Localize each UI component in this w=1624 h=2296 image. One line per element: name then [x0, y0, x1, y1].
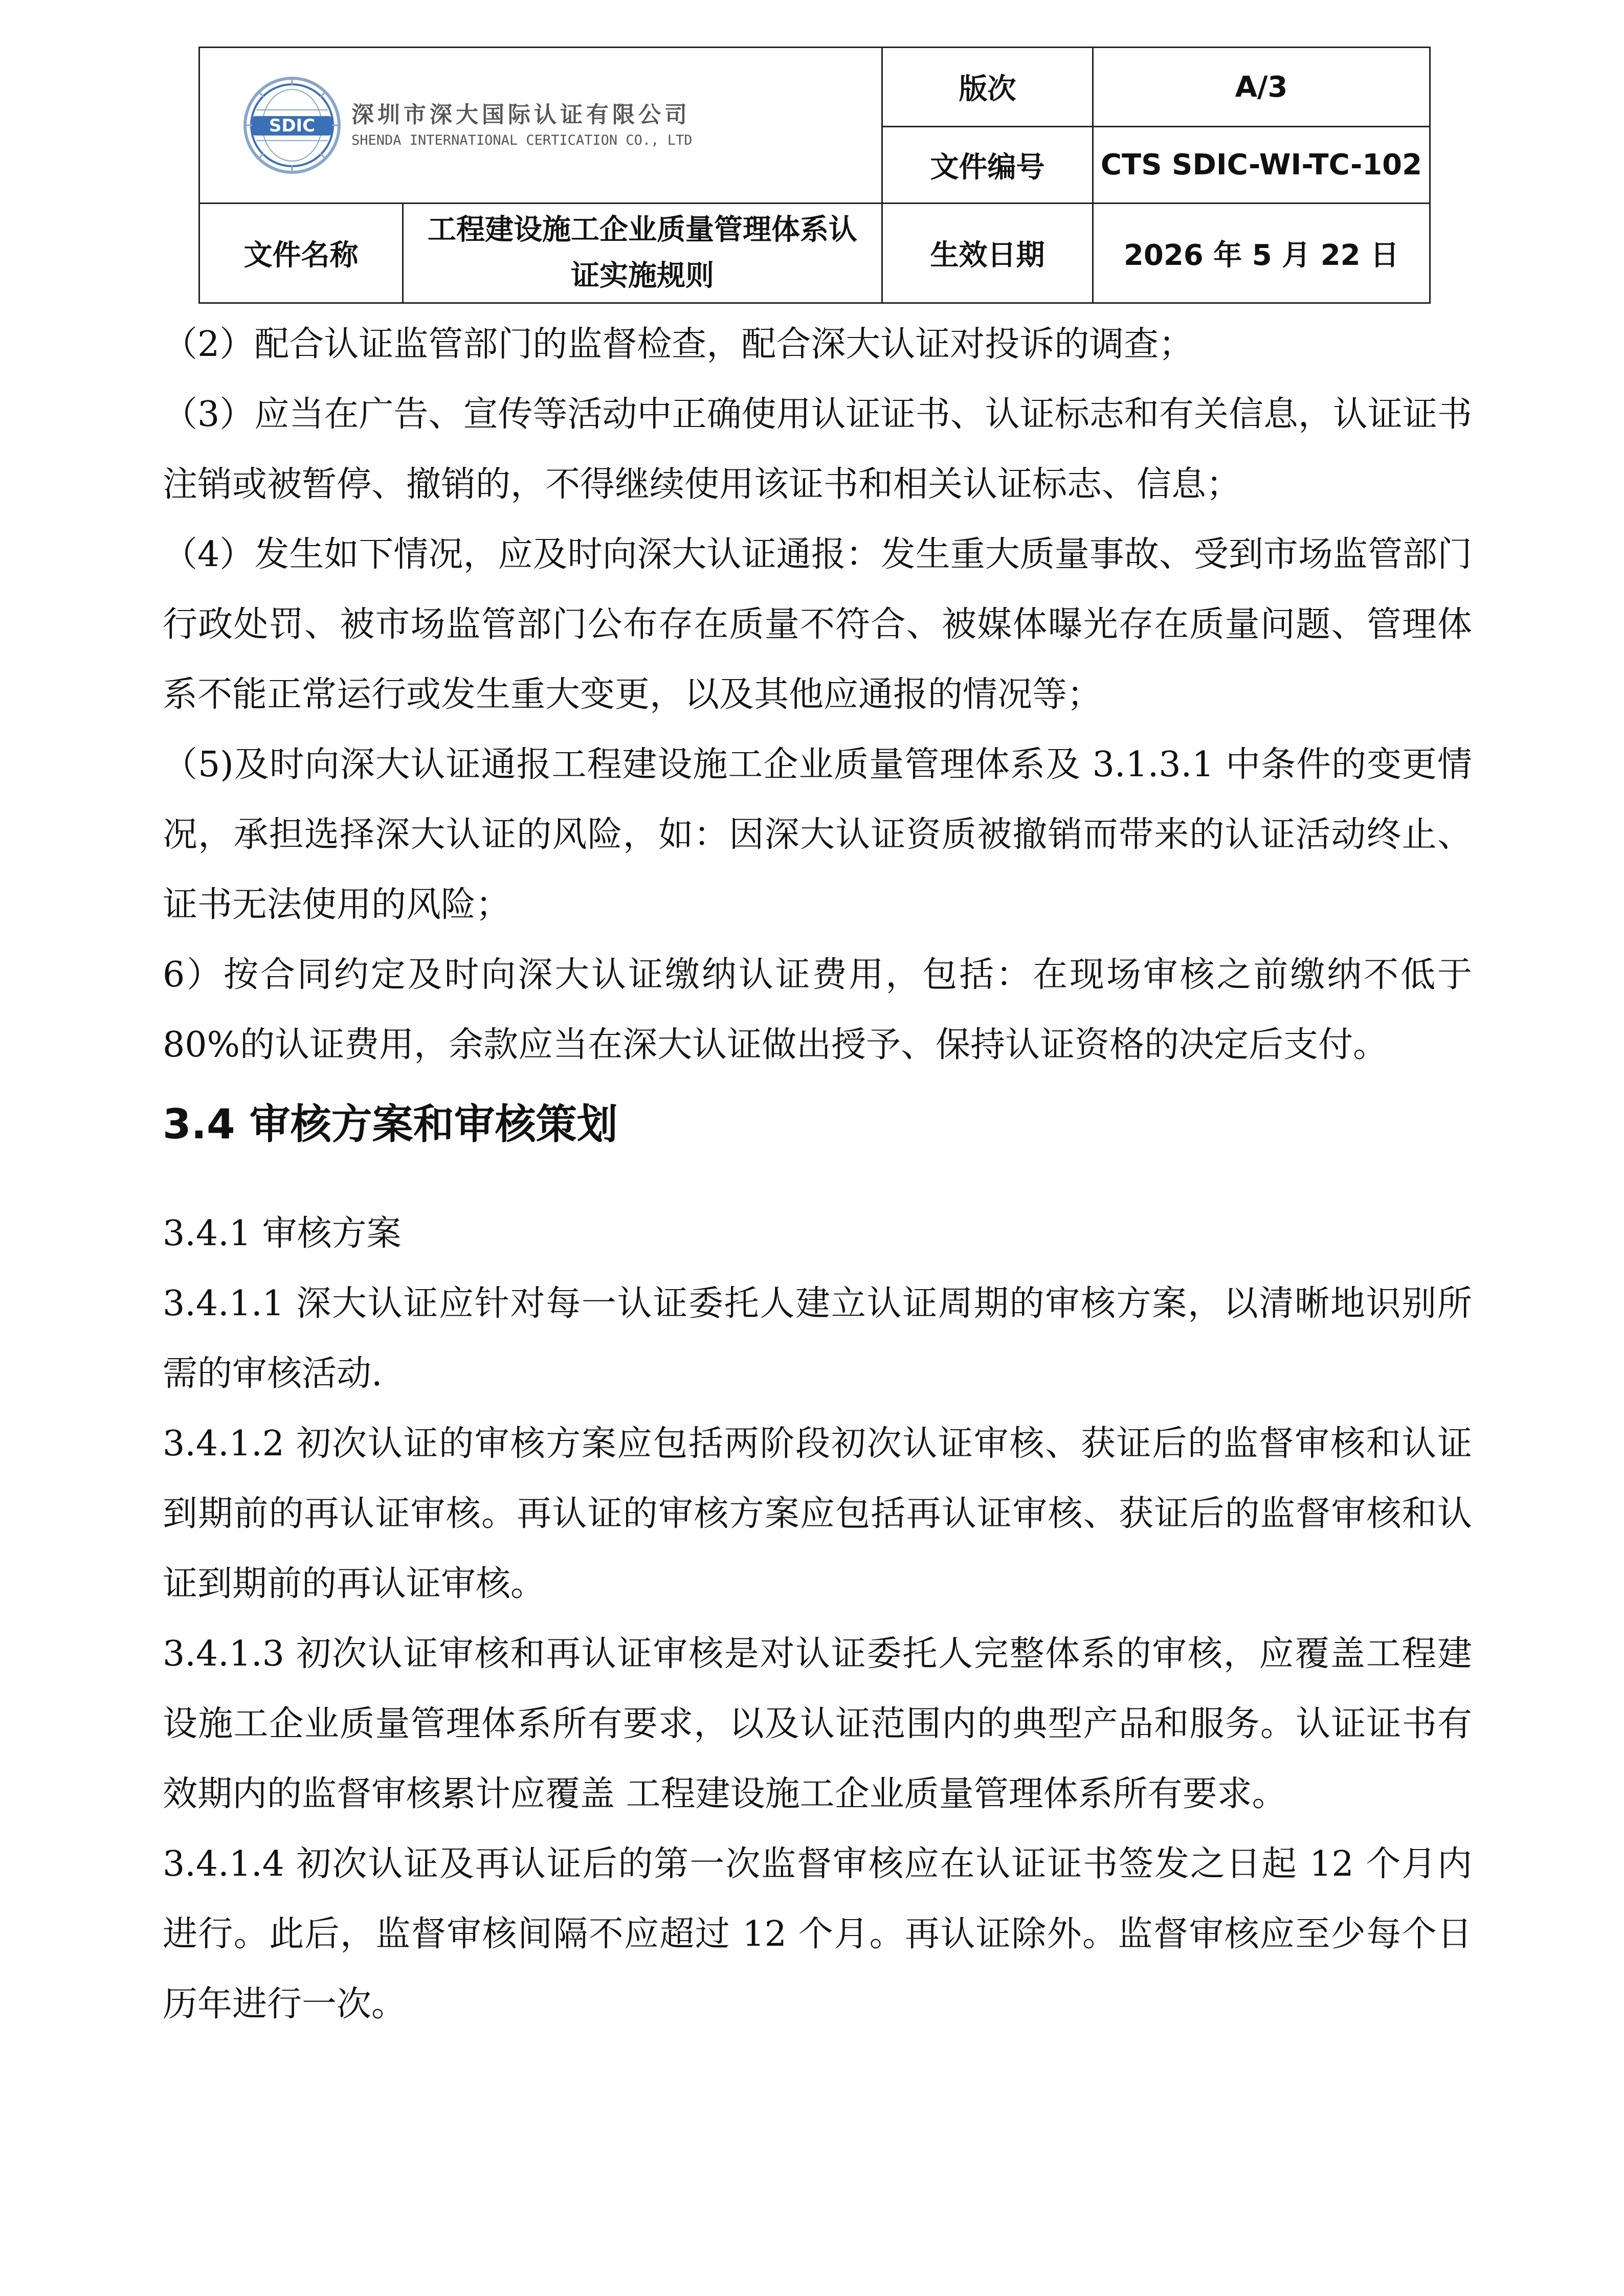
sdic-logo-icon: [241, 74, 343, 176]
clause-paragraph: 3.4.1.1 深大认证应针对每一认证委托人建立认证周期的审核方案，以清晰地识别所需的审核活动.: [163, 1284, 1472, 1394]
company-name-block: [351, 100, 692, 151]
doc-number-label: 文件编号: [882, 127, 1093, 204]
section-heading: 3.4 审核方案和审核策划: [163, 1100, 618, 1148]
company-name-cn: 深圳市深大国际认证有限公司: [351, 102, 691, 128]
clause-paragraph: （3）应当在广告、宣传等活动中正确使用认证证书、认证标志和有关信息，认证证书注销或被暂停、撤销的，不得继续使用该证书和相关认证标志、信息；: [163, 394, 1472, 505]
clause-paragraph: （5)及时向深大认证通报工程建设施工企业质量管理体系及 3.1.3.1 中条件的变更情况，承担选择深大认证的风险，如：因深大认证资质被撤销而带来的认证活动终止、证书无法使用的风险；: [163, 745, 1472, 925]
effective-date-value: 2026 年 5 月 22 日: [1093, 204, 1430, 303]
document-body: [163, 309, 1472, 2039]
clause-paragraph: 3.4.1.2 初次认证的审核方案应包括两阶段初次认证审核、获证后的监督审核和认证到期前的再认证审核。再认证的审核方案应包括再认证审核、获证后的监督审核和认证到期前的再认证审核。: [163, 1424, 1472, 1604]
company-logo-cell: [199, 48, 882, 204]
logo-text: SDIC: [269, 116, 316, 136]
clause-paragraph: 6）按合同约定及时向深大认证缴纳认证费用，包括：在现场审核之前缴纳不低于 80%的认证费用，余款应当在深大认证做出授予、保持认证资格的决定后支付。: [163, 955, 1472, 1065]
doc-name-value: 工程建设施工企业质量管理体系认证实施规则: [403, 204, 882, 303]
clause-paragraph: （4）发生如下情况，应及时向深大认证通报：发生重大质量事故、受到市场监管部门行政处罚、被市场监管部门公布存在质量不符合、被媒体曝光存在质量问题、管理体系不能正常运行或发生重大变更，以及其他应通报的情况等；: [163, 534, 1472, 715]
company-logo-block: [200, 74, 881, 176]
clause-paragraph: （2）配合认证监管部门的监督检查，配合深大认证对投诉的调查；: [163, 324, 1194, 365]
document-header-table: [198, 47, 1431, 304]
doc-name-label: 文件名称: [199, 204, 403, 303]
version-value: A/3: [1093, 48, 1430, 127]
version-label: 版次: [882, 48, 1093, 127]
clause-paragraph: 3.4.1.3 初次认证审核和再认证审核是对认证委托人完整体系的审核，应覆盖工程建设施工企业质量管理体系所有要求，以及认证范围内的典型产品和服务。认证证书有效期内的监督审核累计应覆盖 工程建设施工企业质量管理体系所有要求。: [163, 1634, 1472, 1814]
doc-number-value: CTS SDIC-WI-TC-102: [1093, 127, 1430, 204]
clause-paragraph: 3.4.1.4 初次认证及再认证后的第一次监督审核应在认证证书签发之日起 12 个月内进行。此后，监督审核间隔不应超过 12 个月。再认证除外。监督审核应至少每个日历年进行一次。: [163, 1844, 1472, 2024]
effective-date-label: 生效日期: [882, 204, 1093, 303]
subsection-title: 3.4.1 审核方案: [163, 1213, 402, 1254]
company-name-en: SHENDA INTERNATIONAL CERTICATION CO., LTD: [351, 132, 693, 148]
